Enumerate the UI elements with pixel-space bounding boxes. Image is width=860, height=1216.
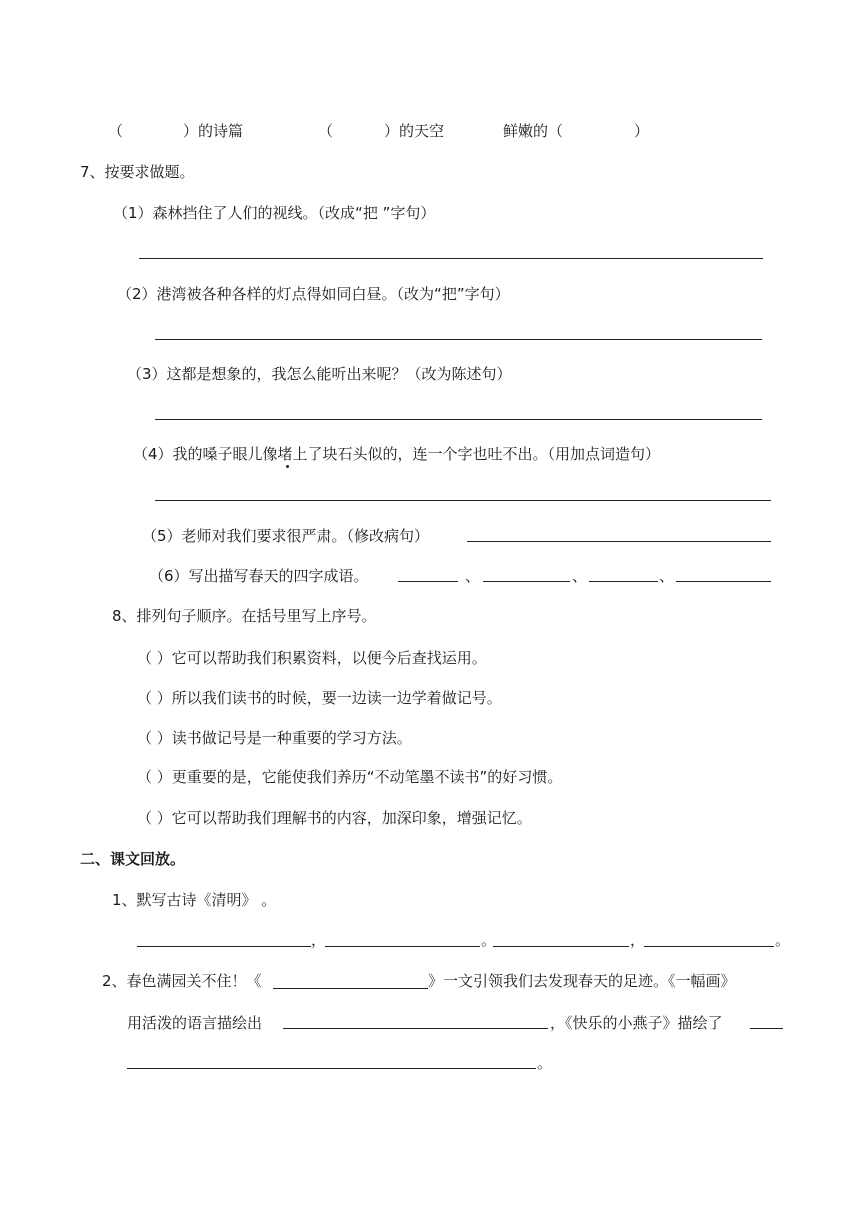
q7-item-3: （3）这都是想象的，我怎么能听出来呢？（改为陈述句） — [127, 365, 512, 383]
poem-blank-1[interactable] — [137, 946, 311, 947]
idiom-blank-2[interactable] — [483, 581, 570, 582]
q8-item-5: （ ）它可以帮助我们理解书的内容，加深印象，增强记忆。 — [137, 809, 532, 827]
poem-blank-2[interactable] — [325, 946, 480, 947]
sky-label: ）的天空 — [384, 122, 445, 140]
section-2-title: 二、课文回放。 — [80, 850, 186, 868]
s2-q2-end: 。 — [537, 1054, 553, 1072]
q8-item-2: （ ）所以我们读书的时候，要一边读一边学着做记号。 — [137, 689, 502, 707]
describe-blank-2b[interactable] — [127, 1068, 536, 1069]
emphasis-dot — [286, 465, 289, 468]
q8-title: 8、排列句子顺序。在括号里写上序号。 — [112, 607, 377, 625]
s2-q2-part-c: 用活泼的语言描绘出 — [127, 1014, 263, 1032]
poem-blank-4[interactable] — [644, 946, 774, 947]
q7-item-2: （2）港湾被各种各样的灯点得如同白昼。（改为“把”字句） — [117, 285, 510, 303]
title-blank[interactable] — [273, 988, 428, 989]
fresh-label: 鲜嫩的（ — [503, 122, 564, 140]
q7-item-6: （6）写出描写春天的四字成语。 — [149, 567, 369, 585]
q7-item-5: （5）老师对我们要求很严肃。（修改病句） — [142, 527, 430, 545]
poem-label: ）的诗篇 — [183, 122, 244, 140]
q8-item-3: （ ）读书做记号是一种重要的学习方法。 — [137, 729, 412, 747]
s2-q2-part-b: 》一文引领我们去发现春天的足迹。《一幅画》 — [428, 972, 736, 990]
idiom-sep-1: 、 — [465, 567, 481, 585]
q7-answer-line-2[interactable] — [155, 339, 762, 340]
q7-answer-line-5[interactable] — [467, 541, 771, 542]
q7-item-4: （4）我的嗓子眼儿像堵上了块石头似的，连一个字也吐不出。（用加点词造句） — [133, 445, 661, 463]
s2-q1: 1、默写古诗《清明》 。 — [112, 891, 277, 909]
poem-punct-3: ， — [630, 931, 646, 949]
poem-punct-4: 。 — [775, 931, 791, 949]
describe-blank-2a[interactable] — [750, 1028, 783, 1029]
s2-q2-part-a: 2、春色满园关不住！《 — [102, 972, 262, 990]
idiom-sep-3: 、 — [659, 567, 675, 585]
idiom-blank-3[interactable] — [589, 581, 658, 582]
idiom-blank-4[interactable] — [676, 581, 771, 582]
describe-blank-1[interactable] — [283, 1028, 548, 1029]
q7-answer-line-3[interactable] — [155, 419, 762, 420]
q7-answer-line-1[interactable] — [139, 258, 763, 259]
idiom-blank-1[interactable] — [398, 581, 458, 582]
paren-close-3: ） — [634, 122, 650, 140]
poem-blank-3[interactable] — [493, 946, 629, 947]
idiom-sep-2: 、 — [572, 567, 588, 585]
poem-punct-2: 。 — [481, 931, 497, 949]
q7-item-1: （1）森林挡住了人们的视线。（改成“把 ”字句） — [113, 204, 436, 222]
q7-title: 7、按要求做题。 — [80, 163, 195, 181]
s2-q2-part-d: ，《快乐的小燕子》描绘了 — [550, 1014, 723, 1032]
q7-answer-line-4[interactable] — [155, 500, 771, 501]
q8-item-4: （ ）更重要的是，它能使我们养历“不动笔墨不读书”的好习惯。 — [137, 768, 563, 786]
q8-item-1: （ ）它可以帮助我们积累资料，以便今后查找运用。 — [137, 649, 487, 667]
paren-open-1: （ — [108, 122, 124, 140]
poem-punct-1: ， — [311, 931, 327, 949]
paren-open-2: （ — [318, 122, 334, 140]
